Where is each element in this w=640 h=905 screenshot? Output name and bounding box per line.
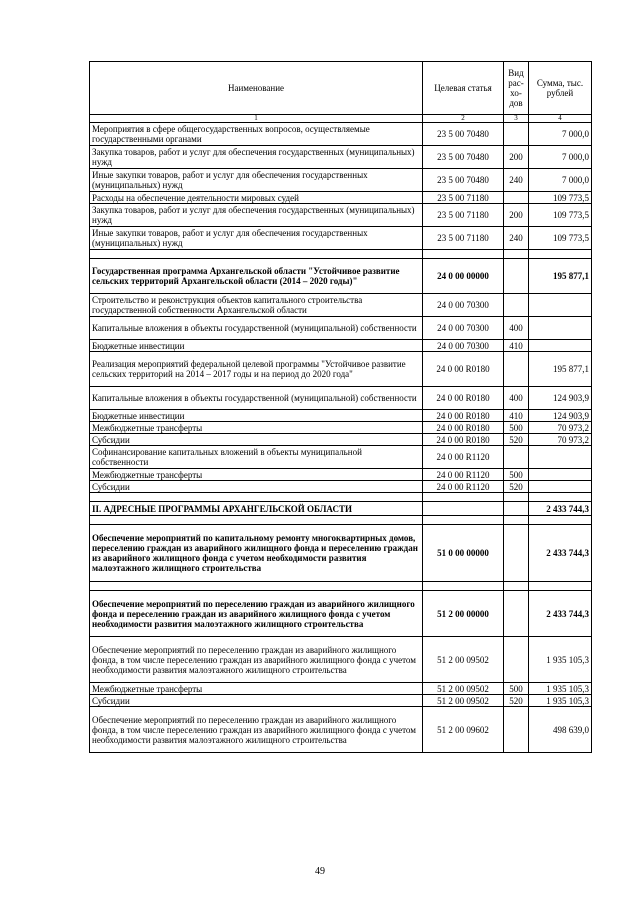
row-expense-type <box>504 123 529 146</box>
row-target-code: 51 2 00 09502 <box>423 637 504 683</box>
row-name: Субсидии <box>90 695 423 707</box>
row-amount: 109 773,5 <box>529 192 592 204</box>
table-row <box>90 146 592 169</box>
table-row <box>90 434 592 446</box>
row-name: Субсидии <box>90 481 423 493</box>
row-name <box>90 493 423 502</box>
table-row <box>90 227 592 250</box>
row-expense-type <box>504 707 529 753</box>
row-name <box>90 250 423 259</box>
row-amount: 70 973,2 <box>529 434 592 446</box>
row-amount: 1 935 105,3 <box>529 683 592 695</box>
row-amount: 70 973,2 <box>529 422 592 434</box>
table-row <box>90 469 592 481</box>
table-row <box>90 695 592 707</box>
row-expense-type: 200 <box>504 204 529 227</box>
row-name: Мероприятия в сфере общегосударственных вопросов, осуществляемые государственными органами <box>90 123 423 146</box>
header-code: Целевая статья <box>423 62 504 115</box>
row-expense-type <box>504 502 529 516</box>
column-number: 1 <box>90 115 423 123</box>
column-number: 4 <box>529 115 592 123</box>
row-target-code: 24 0 00 70300 <box>423 294 504 317</box>
spacer-row <box>90 250 592 259</box>
header-sum: Сумма, тыс. рублей <box>529 62 592 115</box>
row-name: Капитальные вложения в объекты государственной (муниципальной) собственности <box>90 387 423 410</box>
table-row <box>90 502 592 516</box>
row-expense-type <box>504 516 529 525</box>
row-expense-type: 200 <box>504 146 529 169</box>
row-name: Обеспечение мероприятий по переселению граждан из аварийного жилищного фонда, в том числе переселению граждан из аварийного жилищного фонда с учетом необходимости развития малоэтажного жилищного строительства <box>90 707 423 753</box>
row-target-code: 23 5 00 71180 <box>423 227 504 250</box>
row-target-code: 24 0 00 00000 <box>423 259 504 294</box>
row-target-code: 51 0 00 00000 <box>423 525 504 582</box>
row-amount: 7 000,0 <box>529 169 592 192</box>
row-target-code: 24 0 00 R0180 <box>423 387 504 410</box>
table-row <box>90 591 592 637</box>
row-amount <box>529 446 592 469</box>
row-name: Закупка товаров, работ и услуг для обеспечения государственных (муниципальных) нужд <box>90 146 423 169</box>
row-name: Софинансирование капитальных вложений в объекты муниципальной собственности <box>90 446 423 469</box>
row-target-code: 24 0 00 R1120 <box>423 446 504 469</box>
row-expense-type <box>504 250 529 259</box>
row-target-code: 24 0 00 R1120 <box>423 469 504 481</box>
row-target-code: 23 5 00 70480 <box>423 146 504 169</box>
table-row <box>90 352 592 387</box>
table-row <box>90 192 592 204</box>
row-name: Строительство и реконструкция объектов капитального строительства государственной собственности Архангельской области <box>90 294 423 317</box>
row-amount <box>529 481 592 493</box>
row-amount: 124 903,9 <box>529 410 592 422</box>
row-expense-type <box>504 259 529 294</box>
table-row <box>90 259 592 294</box>
row-amount <box>529 250 592 259</box>
row-name: Иные закупки товаров, работ и услуг для обеспечения государственных (муниципальных) нужд <box>90 227 423 250</box>
row-name <box>90 582 423 591</box>
row-expense-type <box>504 637 529 683</box>
row-amount <box>529 469 592 481</box>
row-expense-type: 240 <box>504 227 529 250</box>
table-row <box>90 169 592 192</box>
table-row <box>90 204 592 227</box>
row-amount: 2 433 744,3 <box>529 591 592 637</box>
row-expense-type: 400 <box>504 387 529 410</box>
spacer-row <box>90 582 592 591</box>
row-target-code: 24 0 00 R0180 <box>423 410 504 422</box>
row-target-code: 51 2 00 09502 <box>423 695 504 707</box>
row-name: Закупка товаров, работ и услуг для обеспечения государственных (муниципальных) нужд <box>90 204 423 227</box>
table-row <box>90 446 592 469</box>
row-expense-type <box>504 352 529 387</box>
page-number: 49 <box>315 866 325 877</box>
column-number: 3 <box>504 115 529 123</box>
table-row <box>90 481 592 493</box>
row-target-code <box>423 516 504 525</box>
row-name <box>90 516 423 525</box>
row-name: II. АДРЕСНЫЕ ПРОГРАММЫ АРХАНГЕЛЬСКОЙ ОБЛАСТИ <box>90 502 423 516</box>
row-target-code: 24 0 00 R0180 <box>423 422 504 434</box>
row-name: Обеспечение мероприятий по переселению граждан из аварийного жилищного фонда, в том числе переселению граждан из аварийного жилищного фонда с учетом необходимости развития малоэтажного жилищного строительства <box>90 637 423 683</box>
row-amount: 2 433 744,3 <box>529 525 592 582</box>
row-expense-type: 400 <box>504 317 529 340</box>
row-target-code: 24 0 00 R0180 <box>423 352 504 387</box>
row-name: Обеспечение мероприятий по капитальному ремонту многоквартирных домов, переселению граждан из аварийного жилищного фонда и переселению граждан из аварийного жилищного фонда с учетом необходимости развития малоэтажного жилищного строительства <box>90 525 423 582</box>
header-vid: Вид рас-хо-дов <box>504 62 529 115</box>
row-name: Бюджетные инвестиции <box>90 410 423 422</box>
table-row <box>90 683 592 695</box>
row-target-code <box>423 582 504 591</box>
row-amount: 109 773,5 <box>529 204 592 227</box>
row-expense-type <box>504 525 529 582</box>
row-target-code: 23 5 00 71180 <box>423 192 504 204</box>
row-expense-type <box>504 493 529 502</box>
row-name: Капитальные вложения в объекты государственной (муниципальной) собственности <box>90 317 423 340</box>
row-target-code: 23 5 00 70480 <box>423 123 504 146</box>
row-expense-type: 520 <box>504 434 529 446</box>
row-expense-type: 240 <box>504 169 529 192</box>
table-row <box>90 422 592 434</box>
row-expense-type: 410 <box>504 410 529 422</box>
row-target-code: 24 0 00 70300 <box>423 317 504 340</box>
row-amount <box>529 294 592 317</box>
row-amount: 7 000,0 <box>529 146 592 169</box>
column-number-row <box>90 115 592 123</box>
column-number: 2 <box>423 115 504 123</box>
row-expense-type <box>504 446 529 469</box>
row-name: Межбюджетные трансферты <box>90 469 423 481</box>
row-name: Расходы на обеспечение деятельности мировых судей <box>90 192 423 204</box>
table-row <box>90 123 592 146</box>
row-amount: 195 877,1 <box>529 352 592 387</box>
row-expense-type: 500 <box>504 469 529 481</box>
table-row <box>90 387 592 410</box>
row-name: Межбюджетные трансферты <box>90 422 423 434</box>
row-amount: 1 935 105,3 <box>529 637 592 683</box>
row-amount: 109 773,5 <box>529 227 592 250</box>
row-target-code <box>423 250 504 259</box>
table-row <box>90 525 592 582</box>
row-amount: 1 935 105,3 <box>529 695 592 707</box>
row-name: Обеспечение мероприятий по переселению граждан из аварийного жилищного фонда и переселению граждан из аварийного жилищного фонда с учетом необходимости развития малоэтажного жилищного строительства <box>90 591 423 637</box>
header-name: Наименование <box>90 62 423 115</box>
row-amount <box>529 340 592 352</box>
row-name: Государственная программа Архангельской области "Устойчивое развитие сельских территорий Архангельской области (2014 – 2020 годы)" <box>90 259 423 294</box>
row-name: Реализация мероприятий федеральной целевой программы "Устойчивое развитие сельских территорий на 2014 – 2017 годы и на период до 2020 года" <box>90 352 423 387</box>
row-expense-type: 500 <box>504 683 529 695</box>
row-target-code: 51 2 00 09502 <box>423 683 504 695</box>
budget-table-body <box>90 62 592 753</box>
row-amount: 2 433 744,3 <box>529 502 592 516</box>
row-target-code: 24 0 00 R1120 <box>423 481 504 493</box>
table-row <box>90 707 592 753</box>
row-amount <box>529 516 592 525</box>
row-expense-type: 520 <box>504 695 529 707</box>
row-amount: 195 877,1 <box>529 259 592 294</box>
row-amount <box>529 317 592 340</box>
row-expense-type <box>504 582 529 591</box>
spacer-row <box>90 493 592 502</box>
row-name: Иные закупки товаров, работ и услуг для обеспечения государственных (муниципальных) нужд <box>90 169 423 192</box>
table-header-row <box>90 62 592 115</box>
table-row <box>90 294 592 317</box>
row-amount <box>529 582 592 591</box>
row-target-code: 24 0 00 R0180 <box>423 434 504 446</box>
row-amount: 124 903,9 <box>529 387 592 410</box>
row-target-code: 23 5 00 71180 <box>423 204 504 227</box>
row-amount <box>529 493 592 502</box>
table-row <box>90 340 592 352</box>
row-expense-type: 500 <box>504 422 529 434</box>
table-row <box>90 317 592 340</box>
spacer-row <box>90 516 592 525</box>
row-target-code: 51 2 00 09602 <box>423 707 504 753</box>
row-expense-type <box>504 294 529 317</box>
row-name: Субсидии <box>90 434 423 446</box>
row-target-code: 24 0 00 70300 <box>423 340 504 352</box>
row-expense-type <box>504 192 529 204</box>
row-target-code: 51 2 00 00000 <box>423 591 504 637</box>
row-target-code <box>423 493 504 502</box>
row-target-code <box>423 502 504 516</box>
table-row <box>90 410 592 422</box>
row-amount: 7 000,0 <box>529 123 592 146</box>
row-target-code: 23 5 00 70480 <box>423 169 504 192</box>
budget-table <box>89 61 592 753</box>
row-expense-type <box>504 591 529 637</box>
row-amount: 498 639,0 <box>529 707 592 753</box>
row-expense-type: 520 <box>504 481 529 493</box>
table-row <box>90 637 592 683</box>
row-expense-type: 410 <box>504 340 529 352</box>
row-name: Бюджетные инвестиции <box>90 340 423 352</box>
row-name: Межбюджетные трансферты <box>90 683 423 695</box>
